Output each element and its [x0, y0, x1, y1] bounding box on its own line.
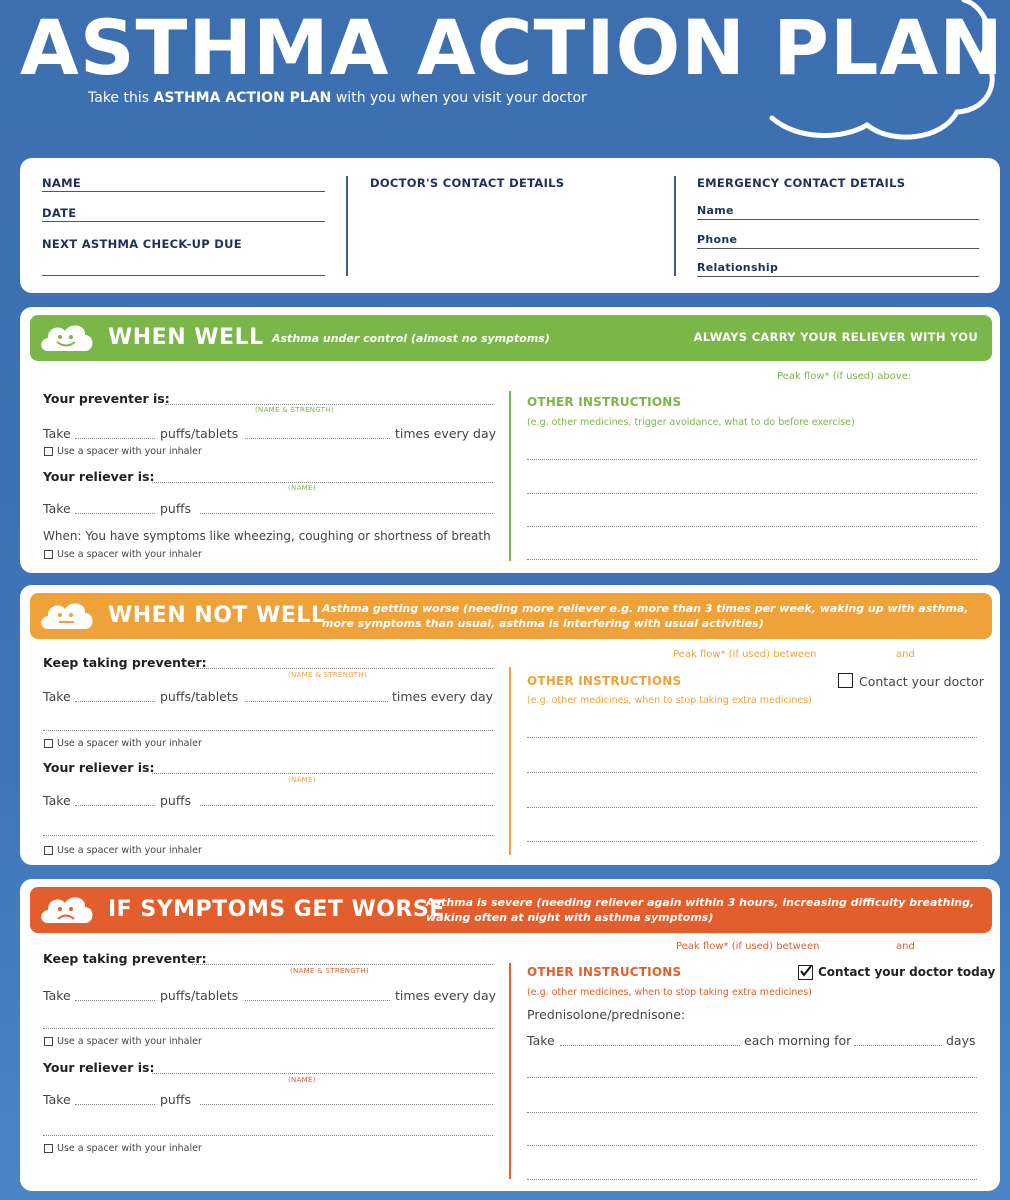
when-not-well-section	[20, 585, 1000, 865]
preventer-label: Your preventer is:	[43, 391, 170, 406]
when-well-desc: Asthma under control (almost no symptoms)	[272, 332, 550, 345]
spacer-label: Use a spacer with your inhaler	[57, 549, 202, 560]
name-hint: (NAME)	[288, 484, 316, 492]
peak-flow-label: Peak flow* (if used) between	[676, 941, 820, 952]
instruction-line[interactable]	[527, 772, 977, 773]
page-subtitle	[88, 90, 587, 106]
subtitle-bold: ASTHMA ACTION PLAN	[153, 90, 332, 106]
spacer-checkbox[interactable]	[44, 1144, 53, 1153]
spacer-checkbox[interactable]	[44, 846, 53, 855]
symptoms-worse-desc-1: Asthma is severe (needing reliever again within 3 hours, increasing difficulty breathing,	[426, 896, 975, 909]
instruction-line[interactable]	[527, 807, 977, 808]
peak-flow-and: and	[896, 649, 915, 660]
symptoms-worse-heading: IF SYMPTOMS GET WORSE	[108, 897, 445, 922]
happy-cloud-icon	[38, 321, 96, 355]
other-instructions-label: OTHER INSTRUCTIONS	[527, 395, 682, 409]
take-label: Take	[43, 689, 71, 704]
other-instructions-hint: (e.g. other medicines, trigger avoidance, what to do before exercise)	[527, 417, 855, 428]
other-instructions-hint: (e.g. other medicines, when to stop taking extra medicines)	[527, 987, 812, 998]
puffs-label: puffs	[160, 501, 191, 516]
puffs-tablets-label: puffs/tablets	[160, 689, 239, 704]
divider	[674, 176, 676, 276]
spacer-label: Use a spacer with your inhaler	[57, 738, 202, 749]
take-field[interactable]	[75, 513, 155, 514]
emergency-contact-label: EMERGENCY CONTACT DETAILS	[697, 176, 906, 190]
instruction-line[interactable]	[527, 1112, 977, 1113]
reliever-field[interactable]	[152, 773, 493, 774]
reliever-field[interactable]	[152, 1073, 493, 1074]
spacer-label: Use a spacer with your inhaler	[57, 845, 202, 856]
spacer-checkbox[interactable]	[44, 1037, 53, 1046]
when-well-band	[30, 315, 992, 361]
days-label: days	[946, 1033, 976, 1048]
neutral-cloud-icon	[38, 599, 96, 633]
contact-doctor-label: Contact your doctor	[859, 674, 984, 689]
when-well-section	[20, 307, 1000, 573]
name-hint: (NAME)	[288, 1076, 316, 1084]
times-every-day-label: times every day	[395, 426, 497, 441]
times-every-day-label: times every day	[392, 689, 494, 704]
puffs-label: puffs	[160, 1092, 191, 1107]
em-name-label: Name	[697, 204, 734, 217]
section-divider	[509, 391, 511, 561]
other-instructions-label: OTHER INSTRUCTIONS	[527, 965, 682, 979]
prednisolone-label: Prednisolone/prednisone:	[527, 1007, 686, 1022]
when-symptoms-text: When: You have symptoms like wheezing, coughing or shortness of breath	[43, 529, 491, 543]
name-strength-hint: (NAME & STRENGTH)	[290, 967, 369, 975]
preventer-field[interactable]	[192, 964, 493, 965]
checkup-label: NEXT ASTHMA CHECK-UP DUE	[42, 237, 242, 251]
instruction-line[interactable]	[527, 526, 977, 527]
instruction-line[interactable]	[527, 493, 977, 494]
times-every-day-label: times every day	[395, 988, 497, 1003]
name-strength-hint: (NAME & STRENGTH)	[288, 671, 367, 679]
subtitle-pre: Take this	[88, 90, 150, 106]
em-relationship-label: Relationship	[697, 261, 779, 274]
when-not-well-desc-2: more symptoms than usual, asthma is interfering with usual activities)	[322, 617, 764, 630]
patient-info-card	[20, 158, 1000, 293]
peak-flow-label: Peak flow* (if used) between	[673, 649, 817, 660]
symptoms-worse-band	[30, 887, 992, 933]
spacer-checkbox[interactable]	[44, 739, 53, 748]
take-label: Take	[43, 426, 71, 441]
take-label: Take	[43, 988, 71, 1003]
name-field[interactable]	[42, 191, 325, 192]
checkmark-icon	[799, 965, 812, 978]
extra-field[interactable]	[200, 1104, 493, 1105]
take-field[interactable]	[75, 805, 155, 806]
take-field[interactable]	[75, 701, 155, 702]
reliever-label: Your reliever is:	[43, 1060, 155, 1075]
take-field[interactable]	[75, 1000, 155, 1001]
instruction-line[interactable]	[527, 737, 977, 738]
other-instructions-label: OTHER INSTRUCTIONS	[527, 674, 682, 688]
preventer-field[interactable]	[192, 668, 493, 669]
take-label: Take	[43, 501, 71, 516]
doctor-contact-label: DOCTOR'S CONTACT DETAILS	[370, 176, 565, 190]
times-field[interactable]	[245, 701, 388, 702]
reliever-label: Your reliever is:	[43, 760, 155, 775]
symptoms-worse-desc-2: waking often at night with asthma symptoms)	[426, 911, 714, 924]
take-field[interactable]	[75, 438, 155, 439]
spacer-checkbox[interactable]	[44, 550, 53, 559]
em-phone-field[interactable]	[697, 248, 979, 249]
each-morning-label: each morning for	[744, 1033, 852, 1048]
spacer-label: Use a spacer with your inhaler	[57, 1143, 202, 1154]
dose-field[interactable]	[560, 1045, 740, 1046]
take-label: Take	[43, 1092, 71, 1107]
em-relationship-field[interactable]	[697, 276, 979, 277]
take-label: Take	[43, 793, 71, 808]
peak-flow-label: Peak flow* (if used) above:	[777, 371, 912, 382]
name-label: NAME	[42, 176, 82, 190]
preventer-field[interactable]	[165, 404, 493, 405]
em-phone-label: Phone	[697, 233, 738, 246]
reliever-field[interactable]	[152, 482, 493, 483]
carry-reliever-note: ALWAYS CARRY YOUR RELIEVER WITH YOU	[693, 330, 978, 344]
extra-field[interactable]	[43, 1135, 493, 1136]
cloud-icon	[702, 0, 1002, 150]
instruction-line[interactable]	[527, 559, 977, 560]
when-not-well-band	[30, 593, 992, 639]
em-name-field[interactable]	[697, 219, 979, 220]
keep-preventer-label: Keep taking preventer:	[43, 951, 207, 966]
contact-doctor-today-label: Contact your doctor today	[818, 965, 996, 979]
instruction-line[interactable]	[527, 1145, 977, 1146]
puffs-tablets-label: puffs/tablets	[160, 426, 239, 441]
date-label: DATE	[42, 206, 77, 220]
when-not-well-heading: WHEN NOT WELL	[108, 603, 326, 628]
contact-doctor-today-checkbox[interactable]	[798, 965, 813, 980]
name-strength-hint: (NAME & STRENGTH)	[255, 406, 334, 414]
divider	[346, 176, 348, 276]
times-field[interactable]	[245, 438, 390, 439]
section-divider	[509, 667, 511, 855]
when-well-heading: WHEN WELL	[108, 325, 264, 350]
instruction-line[interactable]	[527, 1077, 977, 1078]
date-field[interactable]	[42, 221, 325, 222]
sad-cloud-icon	[38, 893, 96, 927]
puffs-label: puffs	[160, 793, 191, 808]
instruction-line[interactable]	[527, 841, 977, 842]
take-label: Take	[527, 1033, 555, 1048]
name-hint: (NAME)	[288, 776, 316, 784]
reliever-label: Your reliever is:	[43, 469, 155, 484]
section-divider	[509, 963, 511, 1179]
page-title: ASTHMA ACTION PLAN	[20, 3, 1004, 92]
keep-preventer-label: Keep taking preventer:	[43, 655, 207, 670]
other-instructions-hint: (e.g. other medicines, when to stop taking extra medicines)	[527, 695, 812, 706]
symptoms-worse-section	[20, 879, 1000, 1191]
instruction-line[interactable]	[527, 459, 977, 460]
instruction-line[interactable]	[527, 1179, 977, 1180]
spacer-label: Use a spacer with your inhaler	[57, 446, 202, 457]
extra-field[interactable]	[43, 1028, 493, 1029]
contact-doctor-checkbox[interactable]	[838, 673, 853, 688]
puffs-tablets-label: puffs/tablets	[160, 988, 239, 1003]
spacer-label: Use a spacer with your inhaler	[57, 1036, 202, 1047]
days-field[interactable]	[854, 1045, 942, 1046]
extra-field[interactable]	[200, 805, 493, 806]
when-not-well-desc-1: Asthma getting worse (needing more reliever e.g. more than 3 times per week, waking up with asthma,	[322, 602, 969, 615]
checkup-field[interactable]	[42, 275, 325, 276]
subtitle-post: with you when you visit your doctor	[335, 90, 587, 106]
extra-field[interactable]	[43, 730, 493, 731]
extra-field[interactable]	[200, 513, 493, 514]
take-field[interactable]	[75, 1104, 155, 1105]
extra-field[interactable]	[43, 835, 493, 836]
spacer-checkbox[interactable]	[44, 447, 53, 456]
peak-flow-and: and	[896, 941, 915, 952]
times-field[interactable]	[245, 1000, 390, 1001]
